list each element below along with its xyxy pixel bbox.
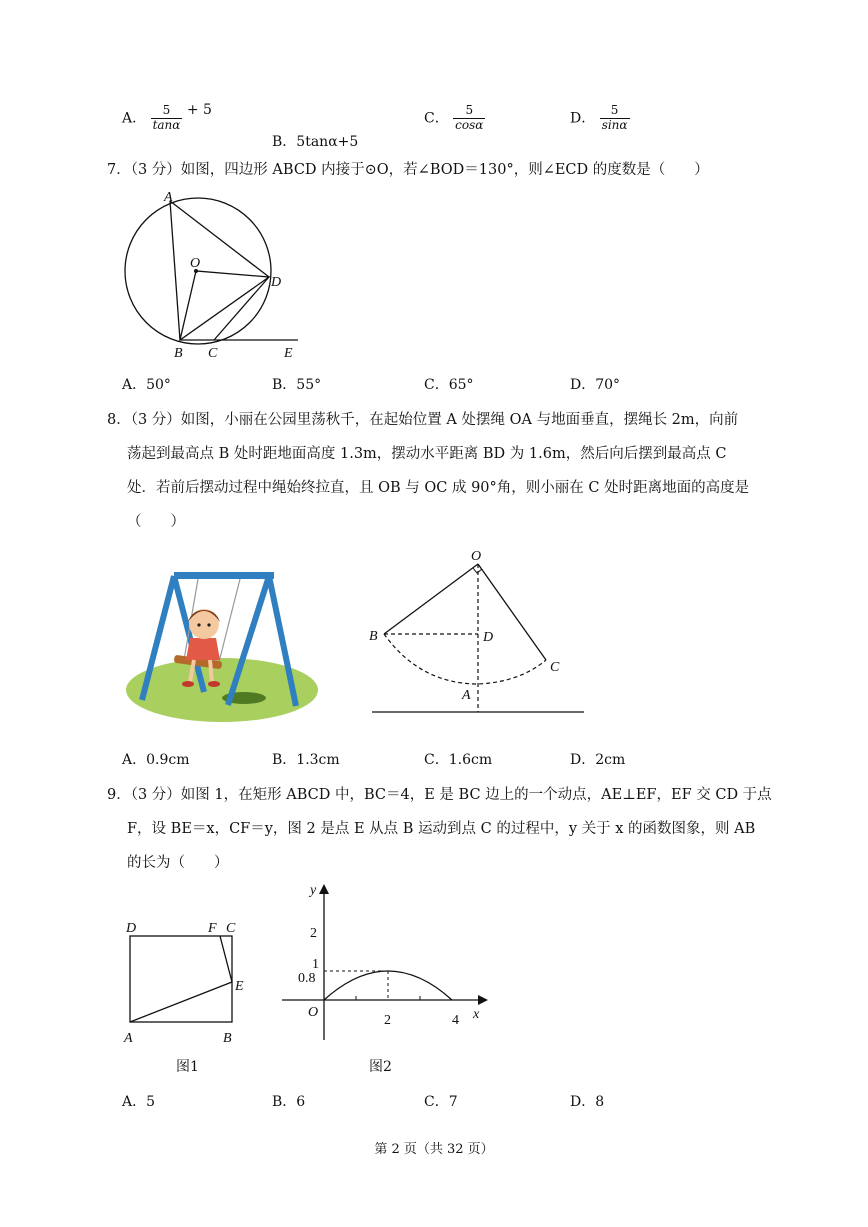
q8-option-b: B．1.3cm bbox=[272, 752, 340, 768]
eye bbox=[207, 623, 210, 626]
option-letter: D． bbox=[570, 110, 596, 127]
label-c: C bbox=[226, 921, 236, 936]
q9-figure-2-graph bbox=[280, 876, 492, 1042]
segment-ae bbox=[130, 982, 232, 1022]
label-b: B bbox=[369, 629, 378, 644]
edge-ad bbox=[170, 201, 269, 277]
swing-arc bbox=[384, 634, 546, 684]
denominator: cosα bbox=[455, 117, 484, 132]
option-text: 5tanα+5 bbox=[296, 134, 359, 150]
label-a: A bbox=[124, 1031, 133, 1046]
label-e: E bbox=[284, 346, 293, 361]
label-b: B bbox=[223, 1031, 232, 1046]
q6-option-a bbox=[122, 104, 212, 133]
label-d: D bbox=[483, 630, 494, 645]
leg bbox=[210, 660, 212, 682]
option-letter: C． bbox=[424, 110, 449, 127]
q9-line-2: F，设 BE＝x，CF＝y，图 2 是点 E 从点 B 运动到点 C 的过程中，y 关于 x 的函数图象，则 AB bbox=[127, 821, 756, 837]
q7-option-b: B．55° bbox=[272, 377, 322, 393]
q7-circle-figure bbox=[118, 185, 308, 365]
q8-option-a: A．0.9cm bbox=[122, 752, 190, 768]
fraction bbox=[151, 104, 183, 133]
label-o: O bbox=[471, 549, 482, 564]
suffix: + 5 bbox=[186, 102, 212, 119]
segment-ef bbox=[220, 936, 232, 982]
label-d: D bbox=[271, 275, 282, 290]
q7-option-c: C．65° bbox=[424, 377, 474, 393]
rope-oc bbox=[478, 564, 546, 660]
q8-line-1: 8．（3 分）如图，小丽在公园里荡秋千，在起始位置 A 处摆绳 OA 与地面垂直，摆绳长 2m，向前 bbox=[107, 412, 739, 428]
option-letter: A． bbox=[122, 110, 147, 127]
q9-figure-1 bbox=[118, 914, 258, 1048]
label-c: C bbox=[550, 660, 560, 675]
x-arrow-icon bbox=[478, 995, 488, 1005]
tick-label-y08: 0.8 bbox=[298, 971, 316, 986]
option-letter: B． bbox=[272, 134, 297, 150]
q9-line-1: 9．（3 分）如图 1，在矩形 ABCD 中，BC＝4，E 是 BC 边上的一个动点，AE⊥EF，EF 交 CD 于点 bbox=[107, 787, 772, 803]
origin-label: O bbox=[308, 1005, 319, 1020]
q9-option-b: B．6 bbox=[272, 1094, 306, 1110]
q6-option-d bbox=[570, 104, 630, 133]
q9-option-a: A．5 bbox=[122, 1094, 156, 1110]
denominator: tanα bbox=[152, 117, 181, 132]
label-e: E bbox=[235, 979, 244, 994]
label-d: D bbox=[126, 921, 137, 936]
shoe bbox=[182, 681, 194, 687]
tick-label-x2: 2 bbox=[384, 1013, 391, 1028]
q7-option-a: A．50° bbox=[122, 377, 171, 393]
y-label: y bbox=[310, 883, 317, 898]
tick-label-y1: 1 bbox=[312, 957, 319, 972]
numerator: 5 bbox=[465, 103, 474, 117]
q7-option-d: D．70° bbox=[570, 377, 621, 393]
q8-line-4: （ ） bbox=[127, 514, 185, 530]
tick-label-y2: 2 bbox=[310, 926, 317, 941]
fraction bbox=[600, 104, 630, 133]
q6-option-c bbox=[424, 104, 485, 133]
tick-label-x4: 4 bbox=[452, 1013, 459, 1028]
q6-option-b bbox=[272, 131, 358, 151]
eye bbox=[197, 623, 200, 626]
girl-dress bbox=[186, 638, 220, 660]
swing-illustration bbox=[124, 560, 328, 730]
figure-1-caption: 图1 bbox=[176, 1059, 199, 1075]
denominator: sinα bbox=[601, 117, 628, 132]
label-c: C bbox=[208, 346, 218, 361]
rectangle-abcd bbox=[130, 936, 232, 1022]
rope bbox=[218, 579, 240, 666]
q9-option-d: D．8 bbox=[570, 1094, 605, 1110]
q8-line-2: 荡起到最高点 B 处时距地面高度 1.3m，摆动水平距离 BD 为 1.6m，然后向后摆到最高点 C bbox=[127, 446, 727, 462]
y-arrow-icon bbox=[319, 884, 329, 894]
fraction bbox=[453, 104, 485, 133]
quad-edges bbox=[170, 201, 269, 340]
page-footer: 第 2 页（共 32 页） bbox=[374, 1142, 494, 1157]
q8-option-c: C．1.6cm bbox=[424, 752, 493, 768]
label-f: F bbox=[208, 921, 217, 936]
q7-question: 7．（3 分）如图，四边形 ABCD 内接于⊙O，若∠BOD＝130°，则∠ECD 的度数是（ ） bbox=[107, 162, 709, 178]
q9-line-3: 的长为（ ） bbox=[127, 855, 229, 871]
figure-2-caption: 图2 bbox=[369, 1059, 392, 1075]
q8-line-3: 处．若前后摆动过程中绳始终拉直，且 OB 与 OC 成 90°角，则小丽在 C 处时距离地面的高度是 bbox=[127, 480, 750, 496]
numerator: 5 bbox=[162, 103, 171, 117]
label-a: A bbox=[164, 190, 173, 205]
numerator: 5 bbox=[610, 103, 619, 117]
label-a: A bbox=[462, 688, 471, 703]
q9-option-c: C．7 bbox=[424, 1094, 458, 1110]
x-label: x bbox=[473, 1007, 480, 1022]
shoe bbox=[208, 681, 220, 687]
rope-ob bbox=[384, 564, 478, 634]
label-o: O bbox=[190, 256, 201, 271]
label-b: B bbox=[174, 346, 183, 361]
q8-option-d: D．2cm bbox=[570, 752, 626, 768]
swing-top-bar bbox=[174, 572, 274, 579]
q8-pendulum-figure bbox=[360, 544, 590, 724]
